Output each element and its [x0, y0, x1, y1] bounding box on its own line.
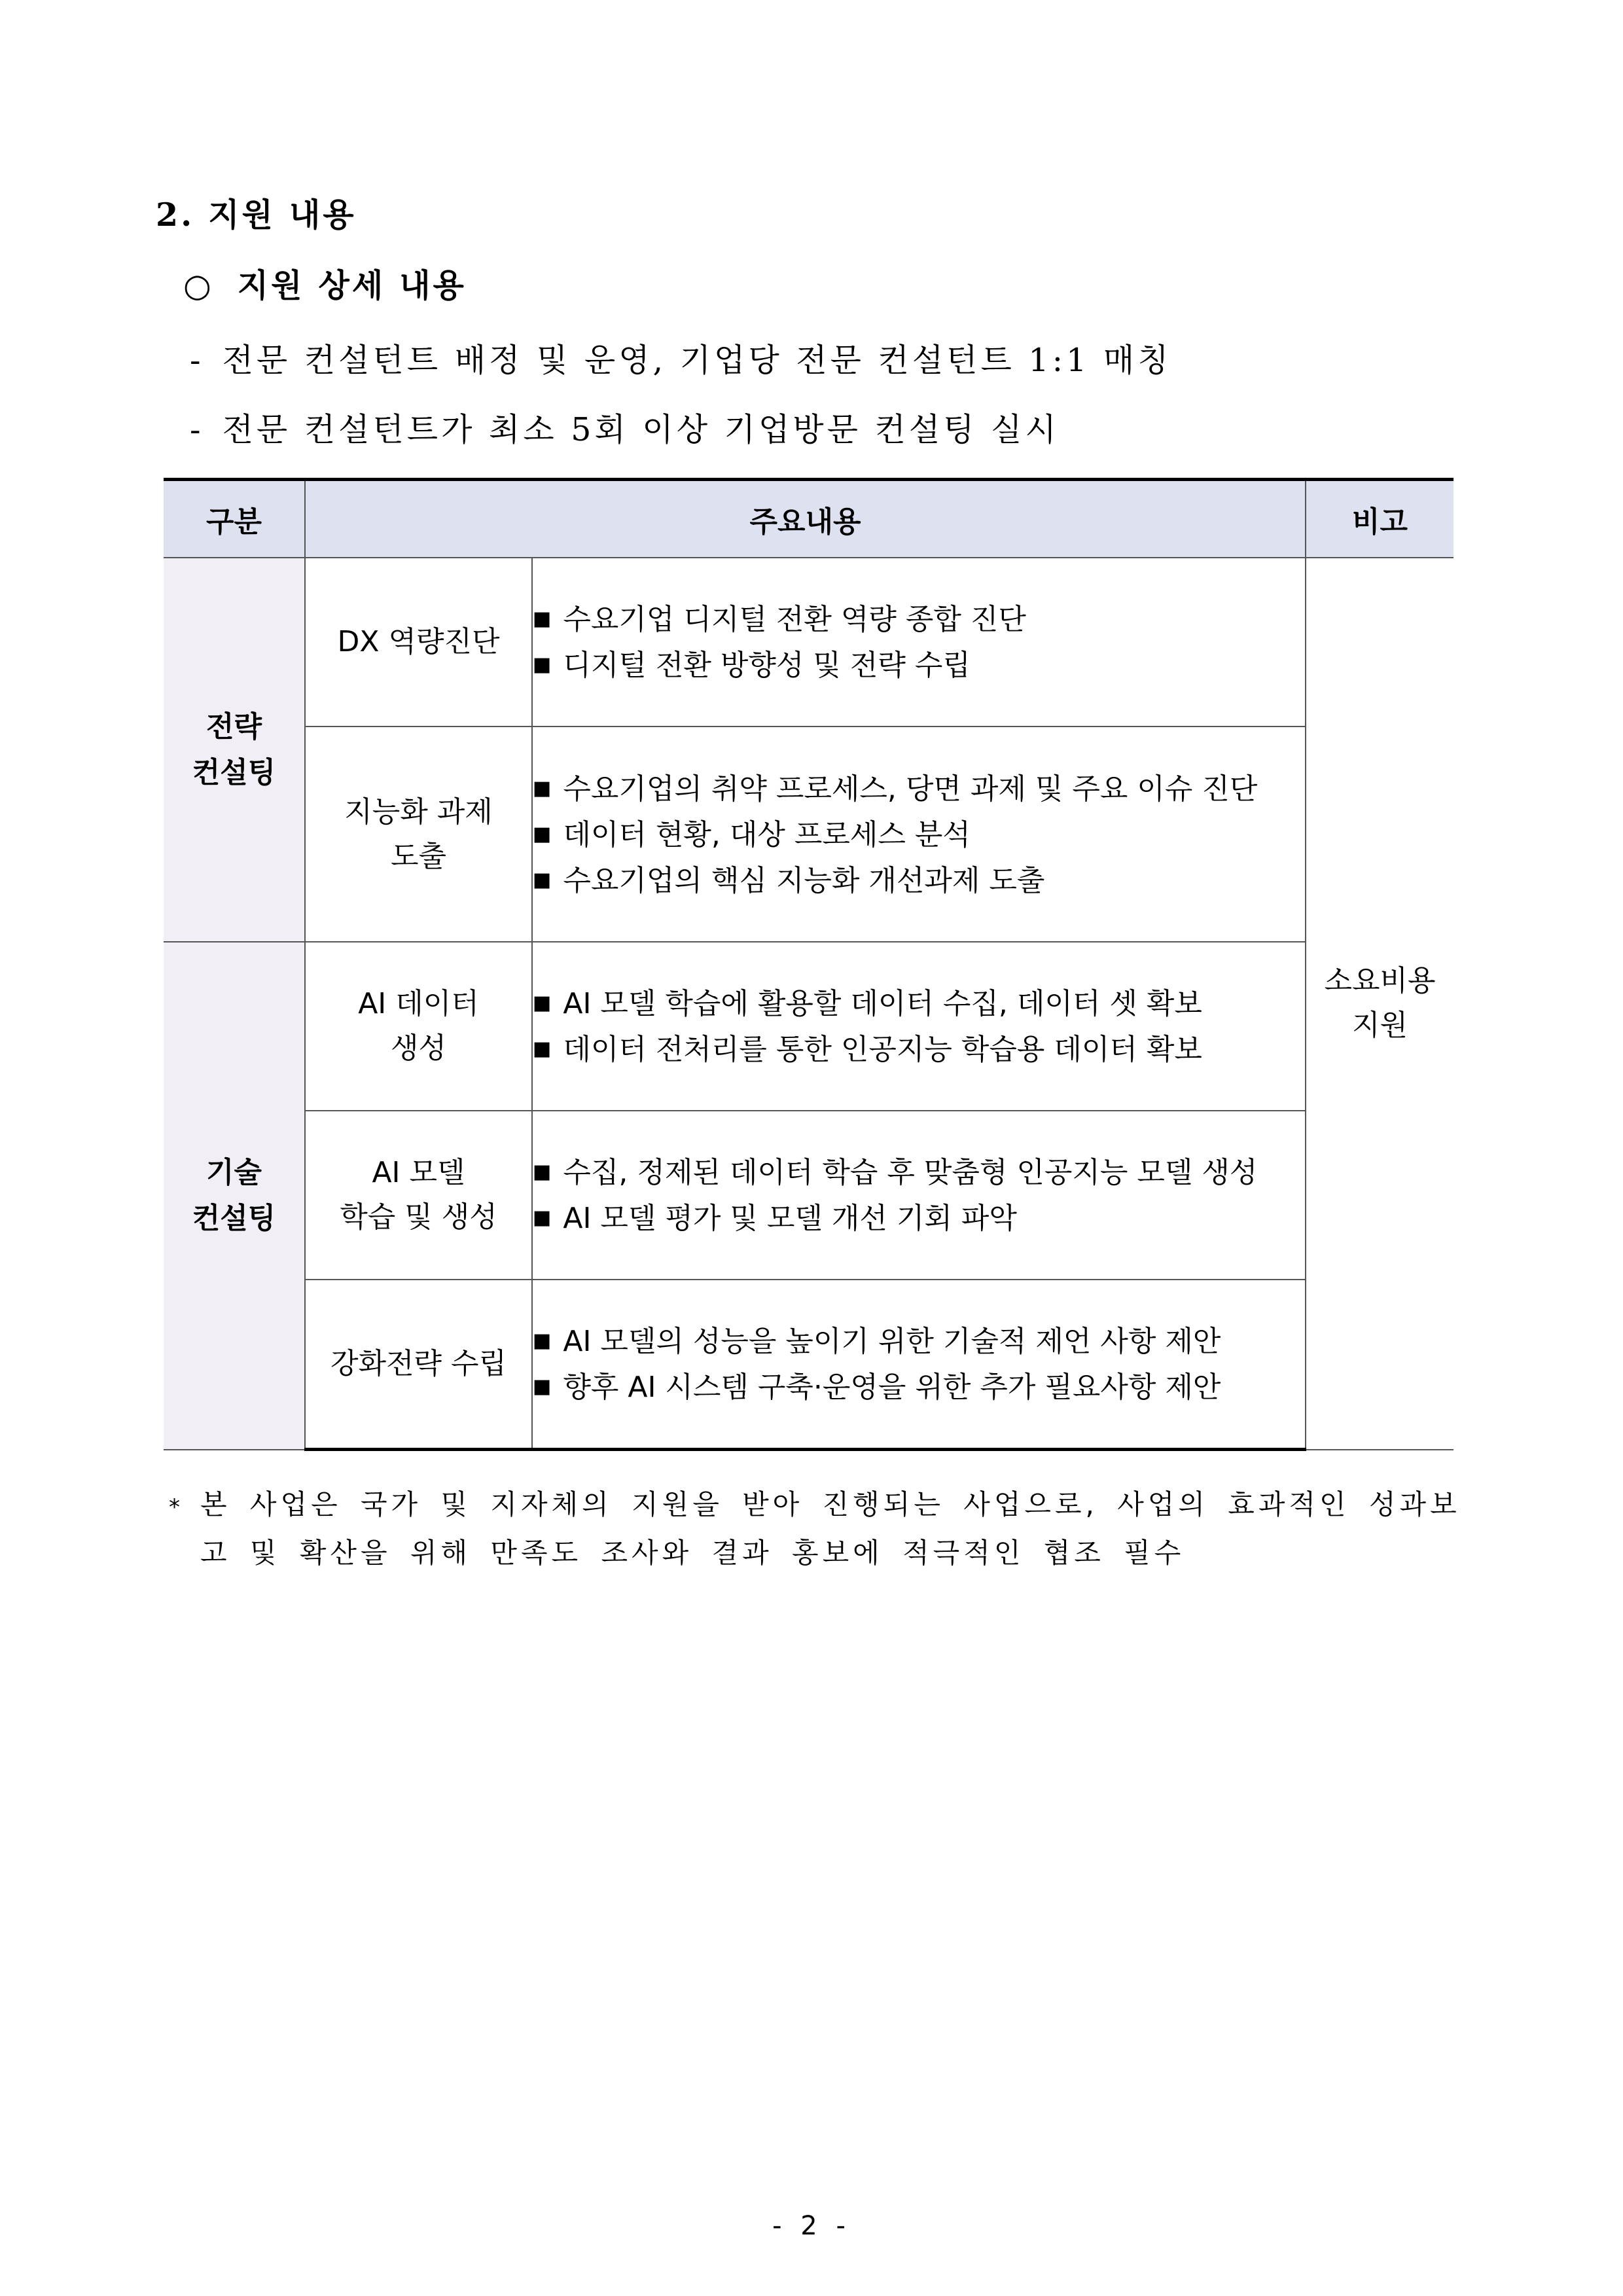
- subcategory-cell: [305, 1111, 532, 1280]
- square-bullet-icon: ■: [533, 607, 552, 630]
- content-bullet: [533, 766, 1305, 812]
- content-cell: [532, 1111, 1306, 1280]
- dash-bullet-icon: -: [190, 411, 204, 448]
- category-label: 컨설팅: [192, 755, 276, 789]
- subcategory-label: AI 데이터: [358, 987, 479, 1020]
- content-bullet-text: 향후 AI 시스템 구축·운영을 위한 추가 필요사항 제안: [563, 1371, 1221, 1404]
- content-cell: [532, 558, 1306, 726]
- footnote-text: 본 사업은 국가 및 지자체의 지원을 받아 진행되는 사업으로, 사업의 효과적인 성과보고 및 확산을 위해 만족도 조사와 결과 홍보에 적극적인 협조 필수: [200, 1488, 1461, 1569]
- subcategory-label: 지능화 과제: [344, 795, 493, 829]
- circle-bullet-icon: ○: [183, 267, 214, 304]
- content-bullet-text: 디지털 전환 방향성 및 전략 수립: [563, 649, 971, 682]
- detail-item-text: 전문 컨설턴트가 최소 5회 이상 기업방문 컨설팅 실시: [222, 411, 1060, 448]
- square-bullet-icon: ■: [533, 992, 552, 1014]
- content-bullet: [533, 980, 1305, 1026]
- subcategory-label: DX 역량진단: [337, 625, 500, 658]
- subcategory-cell: [305, 942, 532, 1111]
- content-bullet-text: AI 모델의 성능을 높이기 위한 기술적 제언 사항 제안: [563, 1325, 1221, 1358]
- table-row: [164, 1111, 1454, 1280]
- square-bullet-icon: ■: [533, 1206, 552, 1229]
- content-bullet-text: AI 모델 학습에 활용할 데이터 수집, 데이터 셋 확보: [563, 987, 1202, 1020]
- content-bullet: [533, 857, 1305, 903]
- detail-item: [190, 404, 1060, 450]
- subcategory-label: 강화전략 수립: [330, 1347, 507, 1380]
- square-bullet-icon: ■: [533, 1037, 552, 1060]
- section-title: 2. 지원 내용: [156, 196, 357, 234]
- table-header-row: [164, 480, 1454, 558]
- content-bullet-text: 데이터 전처리를 통한 인공지능 학습용 데이터 확보: [563, 1033, 1202, 1066]
- category-label: 기술: [205, 1155, 262, 1189]
- category-label: 전략: [205, 709, 262, 744]
- content-bullet: [533, 812, 1305, 857]
- subcategory-cell: [305, 726, 532, 942]
- table-row: [164, 558, 1454, 726]
- content-bullet-text: 수요기업의 핵심 지능화 개선과제 도출: [563, 863, 1045, 897]
- category-label: 컨설팅: [192, 1201, 276, 1235]
- note-label: 지원: [1352, 1009, 1408, 1043]
- square-bullet-icon: ■: [533, 653, 552, 676]
- subcategory-label: AI 모델: [372, 1156, 465, 1189]
- table-row: [164, 942, 1454, 1111]
- support-details-table: [164, 478, 1454, 1451]
- content-bullet: [533, 642, 1305, 688]
- content-bullet-text: 수집, 정제된 데이터 학습 후 맞춤형 인공지능 모델 생성: [563, 1156, 1258, 1189]
- square-bullet-icon: ■: [533, 776, 552, 800]
- footnote: [169, 1480, 1484, 1577]
- content-bullet: [533, 1318, 1305, 1364]
- subcategory-cell: [305, 558, 532, 726]
- square-bullet-icon: ■: [533, 1329, 552, 1352]
- category-cell-technology: [164, 942, 305, 1450]
- content-bullet-text: 수요기업의 취약 프로세스, 당면 과제 및 주요 이슈 진단: [563, 772, 1258, 806]
- subsection-title-text: 지원 상세 내용: [237, 266, 467, 304]
- subcategory-label: 학습 및 생성: [340, 1200, 497, 1234]
- header-category: 구분: [164, 480, 305, 558]
- dash-bullet-icon: -: [190, 342, 204, 379]
- subsection-title: [183, 260, 467, 306]
- note-label: 소요비용: [1324, 964, 1436, 998]
- subcategory-cell: [305, 1280, 532, 1450]
- content-cell: [532, 1280, 1306, 1450]
- content-bullet: [533, 1026, 1305, 1072]
- content-bullet-text: 데이터 현황, 대상 프로세스 분석: [563, 817, 971, 852]
- content-bullet: [533, 1364, 1305, 1410]
- content-bullet: [533, 1149, 1305, 1195]
- table-row: [164, 726, 1454, 942]
- detail-item-text: 전문 컨설턴트 배정 및 운영, 기업당 전문 컨설턴트 1:1 매칭: [222, 342, 1172, 379]
- table-row: [164, 1280, 1454, 1450]
- category-cell-strategy: [164, 558, 305, 942]
- content-bullet: [533, 1195, 1305, 1241]
- note-cell: [1306, 558, 1454, 1450]
- content-cell: [532, 942, 1306, 1111]
- content-bullet-text: 수요기업 디지털 전환 역량 종합 진단: [563, 603, 1026, 636]
- asterisk-icon: *: [169, 1494, 184, 1520]
- header-note: 비고: [1306, 480, 1454, 558]
- page-number: - 2 -: [772, 2211, 851, 2241]
- square-bullet-icon: ■: [533, 1160, 552, 1183]
- header-content: 주요내용: [305, 480, 1306, 558]
- subcategory-label: 생성: [390, 1031, 446, 1065]
- detail-item: [190, 335, 1172, 381]
- subcategory-label: 도출: [390, 839, 446, 873]
- square-bullet-icon: ■: [533, 1375, 552, 1398]
- content-bullet: [533, 596, 1305, 642]
- content-cell: [532, 726, 1306, 942]
- square-bullet-icon: ■: [533, 822, 552, 846]
- content-bullet-text: AI 모델 평가 및 모델 개선 기회 파악: [563, 1202, 1017, 1235]
- square-bullet-icon: ■: [533, 868, 552, 891]
